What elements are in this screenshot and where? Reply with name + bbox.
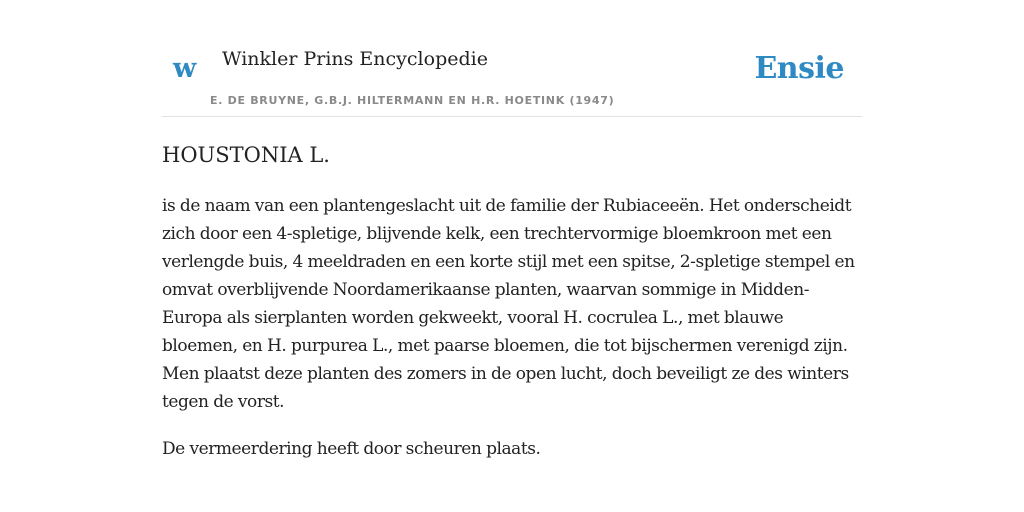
source-title[interactable]: Winkler Prins Encyclopedie xyxy=(222,48,488,70)
article-paragraph: is de naam van een plantengeslacht uit de familie der Rubiaceeën. Het onderscheidt zich door een 4-spletige, blijvende kelk, een trechtervormige bloemkroon met een verlengde buis, 4 meeldraden en een korte stijl met een spitse, 2-spletige stempel en omvat overblijvende Noordamerikaanse planten, waarvan sommige in Midden-Europa als sierplanten worden gekweekt, vooral H. cocrulea L., met blauwe bloemen, en H. purpurea L., met paarse bloemen, die tot bijschermen verenigd zijn. Men plaatst deze planten des zomers in de open lucht, doch beveiligt ze des winters tegen de vorst. xyxy=(162,196,855,412)
article-paragraph: De vermeerdering heeft door scheuren plaats. xyxy=(162,439,541,459)
winkler-prins-logo-icon: w xyxy=(173,53,197,84)
article-page xyxy=(162,0,862,512)
ensie-logo[interactable]: Ensie xyxy=(754,51,844,86)
article-body xyxy=(162,192,862,482)
source-authors: E. DE BRUYNE, G.B.J. HILTERMANN EN H.R. HOETINK (1947) xyxy=(210,94,615,107)
article-headword: HOUSTONIA L. xyxy=(162,143,330,167)
source-header xyxy=(162,0,862,117)
